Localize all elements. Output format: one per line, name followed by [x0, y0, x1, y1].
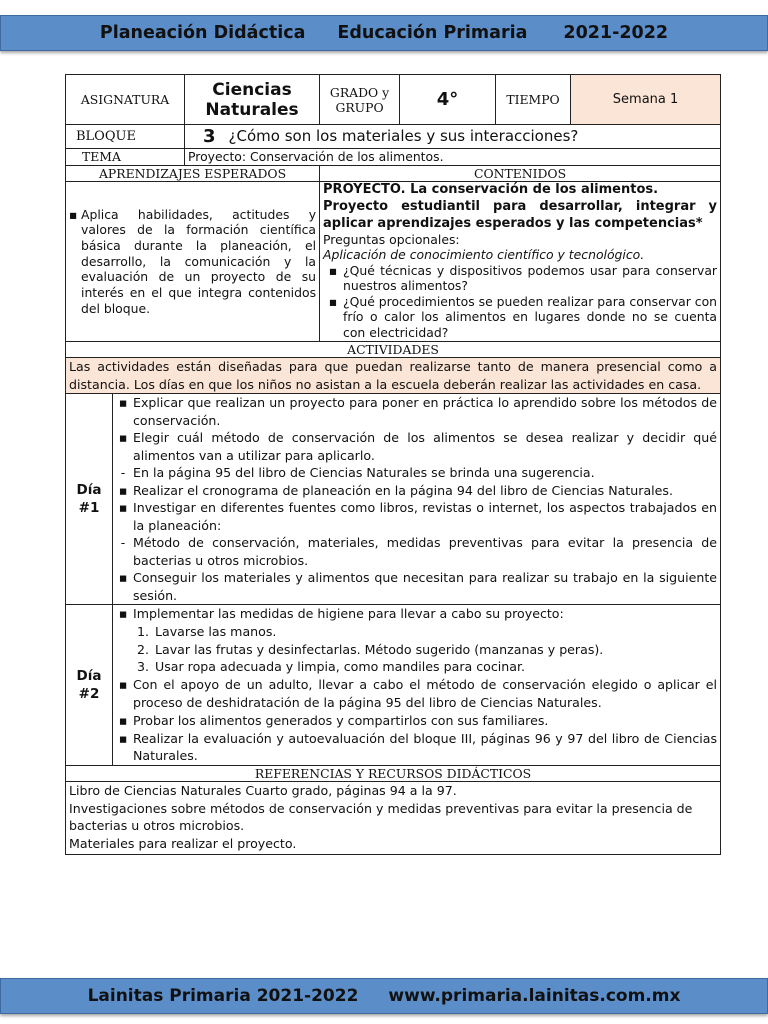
bullet-icon: ▪ [118, 482, 128, 498]
bullet-icon: ▪ [118, 430, 128, 445]
list-item [113, 712, 717, 730]
section-header-row [66, 166, 721, 182]
day2-row [66, 605, 721, 766]
list-item-text: Probar los alimentos generados y compartirlos con sus familiares. [133, 712, 549, 728]
numbered-item [113, 623, 717, 641]
day2-items [113, 676, 717, 765]
list-item-text: Explicar que realizan un proyecto para poner en práctica lo aprendido sobre los métodos de conservación. [133, 395, 718, 428]
list-item [113, 429, 717, 464]
day2-sublist [113, 623, 717, 676]
list-item [113, 464, 717, 482]
numbered-item-text: Lavar las frutas y desinfectarlas. Método sugerido (manzanas y peras). [155, 641, 604, 657]
numbered-item [113, 658, 717, 676]
numbered-item-number: 3. [137, 659, 150, 675]
numbered-item [113, 641, 717, 659]
bullet-icon: ▪ [118, 500, 128, 515]
lesson-plan-table [65, 74, 721, 855]
header-title: Planeación Didáctica [99, 23, 306, 43]
list-item [113, 569, 717, 604]
bloque-label: BLOQUE [66, 125, 185, 149]
list-item-text: En la página 95 del libro de Ciencias Naturales se brinda una sugerencia. [133, 465, 595, 480]
list-item [113, 605, 717, 623]
proyecto-title: PROYECTO. La conservación de los alimentos. [323, 182, 659, 197]
day1-label: Día #1 [66, 394, 113, 605]
day1-row [66, 394, 721, 605]
bullet-icon: ▪ [328, 293, 338, 309]
list-item-text: Con el apoyo de un adulto, llevar a cabo el método de conservación elegido o aplicar el proceso de deshidratación de la página 95 del libro de Ciencias Naturales. [133, 677, 718, 710]
bloque-row [66, 125, 721, 149]
bullet-icon: - [120, 465, 126, 480]
header-banner [0, 15, 768, 51]
bloque-title-text: ¿Cómo son los materiales y sus interacciones? [228, 126, 579, 145]
list-item-text: Elegir cuál método de conservación de los alimentos se desea realizar y decidir qué alimentos van a utilizar para aplicarlo. [133, 430, 718, 463]
bullet-icon: ▪ [118, 606, 128, 621]
list-item [113, 499, 717, 534]
referencias-header: REFERENCIAS Y RECURSOS DIDÁCTICOS [66, 766, 721, 782]
grado-label: GRADO y GRUPO [320, 75, 400, 125]
reference-item: Materiales para realizar el proyecto. [69, 835, 297, 851]
question-text: ¿Qué técnicas y dispositivos podemos usar para conservar nuestros alimentos? [343, 262, 718, 293]
bloque-title [228, 125, 721, 149]
list-item [113, 482, 717, 500]
list-item [113, 730, 717, 766]
bullet-icon: ▪ [118, 570, 128, 585]
asignatura-value: Ciencias Naturales [185, 75, 320, 125]
header-year: 2021-2022 [563, 23, 669, 43]
question-item [323, 263, 717, 294]
preguntas-label: Preguntas opcionales: [323, 231, 460, 247]
reference-item: Investigaciones sobre métodos de conservación y medidas preventivas para evitar la presencia de bacterias u otros microbios. [69, 800, 693, 834]
footer-banner [0, 978, 768, 1014]
aprendizajes-header: APRENDIZAJES ESPERADOS [66, 166, 320, 182]
bullet-icon: ▪ [118, 712, 128, 728]
numbered-item-number: 1. [137, 623, 150, 639]
day2-label: Día #2 [66, 605, 113, 766]
tiempo-label: TIEMPO [496, 75, 571, 125]
list-item-text: Método de conservación, materiales, medidas preventivas para evitar la presencia de bacterias u otros microbios. [133, 535, 718, 568]
bullet-icon: ▪ [328, 262, 338, 278]
list-item-text: Realizar la evaluación y autoevaluación del bloque III, páginas 96 y 97 del libro de Ciencias Naturales. [133, 730, 718, 764]
actividades-intro-row [66, 358, 721, 394]
day1-list [113, 394, 721, 605]
proyecto-desc: Proyecto estudiantil para desarrollar, integrar y aplicar aprendizajes esperados y las competencias* [323, 198, 718, 231]
referencias-cell [66, 782, 721, 855]
numbered-item-number: 2. [137, 641, 150, 657]
tema-value: Proyecto: Conservación de los alimentos. [185, 149, 721, 166]
asignatura-label: ASIGNATURA [66, 75, 185, 125]
bullet-icon: ▪ [118, 730, 128, 746]
day2-list [113, 605, 721, 766]
aplicacion-text: Aplicación de conocimiento científico y tecnológico. [323, 247, 645, 262]
bullet-icon: ▪ [69, 206, 78, 222]
header-level: Educación Primaria [337, 23, 528, 43]
question-text: ¿Qué procedimientos se pueden realizar para conservar con frío o calor los alimentos en lugares donde no se cuenta con electricidad? [343, 293, 718, 340]
bloque-number: 3 [185, 125, 320, 149]
tema-label-text: TEMA [82, 149, 121, 164]
list-item-text: Realizar el cronograma de planeación en la página 94 del libro de Ciencias Naturales. [133, 482, 673, 498]
bullet-icon: ▪ [118, 395, 128, 410]
tiempo-value: Semana 1 [571, 75, 721, 125]
list-item [113, 676, 717, 712]
grado-value: 4° [400, 75, 496, 125]
referencias-row [66, 782, 721, 855]
list-item [113, 394, 717, 429]
contenidos-row [66, 182, 721, 342]
actividades-header: ACTIVIDADES [66, 342, 721, 358]
question-item [323, 294, 717, 341]
bullet-icon: ▪ [118, 677, 128, 693]
list-item-text: Investigar en diferentes fuentes como libros, revistas o internet, los aspectos trabajados en la planeación: [133, 500, 718, 533]
list-item [113, 534, 717, 569]
contenidos-header: CONTENIDOS [320, 166, 721, 182]
numbered-item-text: Lavarse las manos. [155, 623, 277, 639]
aprendizaje-text: Aplica habilidades, actitudes y valores de la formación científica básica durante la planeación, el desarrollo, la comunicación y la evaluación de un proyecto de su interés en el que integra contenidos del bloque. [81, 206, 317, 316]
info-row [66, 75, 721, 125]
list-item-text: Conseguir los materiales y alimentos que necesitan para realizar su trabajo en la siguiente sesión. [133, 570, 718, 603]
list-item-text: Implementar las medidas de higiene para llevar a cabo su proyecto: [133, 606, 564, 621]
footer-site-name: Lainitas Primaria 2021-2022 [87, 986, 359, 1006]
referencias-header-row [66, 766, 721, 782]
tema-row [66, 149, 721, 166]
actividades-intro: Las actividades están diseñadas para que puedan realizarse tanto de manera presencial como a distancia. Los días en que los niños no asistan a la escuela deberán realizar las actividades en casa. [66, 358, 721, 394]
footer-url[interactable]: www.primaria.lainitas.com.mx [388, 986, 681, 1006]
aprendizajes-cell [66, 182, 320, 342]
actividades-header-row [66, 342, 721, 358]
numbered-item-text: Usar ropa adecuada y limpia, como mandiles para cocinar. [155, 659, 525, 675]
tema-label [66, 149, 185, 166]
aprendizaje-item [69, 207, 316, 317]
bullet-icon: - [120, 535, 126, 550]
contenidos-cell [320, 182, 721, 342]
reference-item: Libro de Ciencias Naturales Cuarto grado, páginas 94 a la 97. [69, 783, 457, 799]
